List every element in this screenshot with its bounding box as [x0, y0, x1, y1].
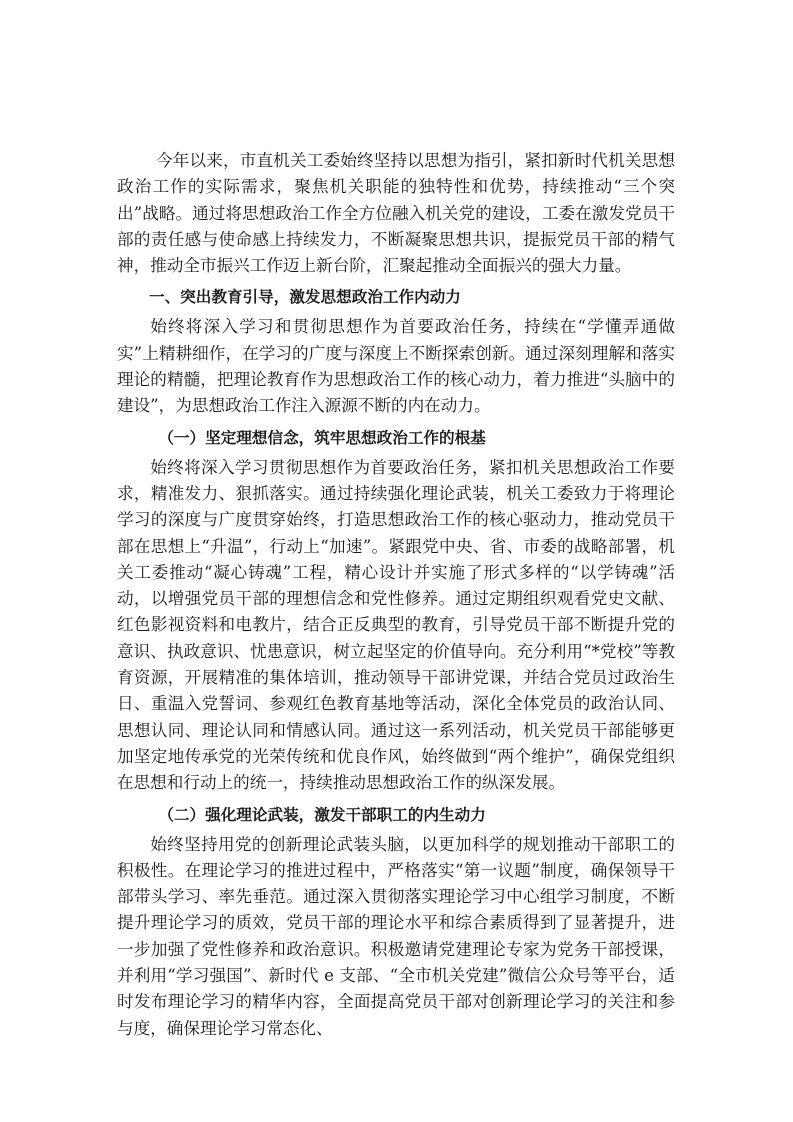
- intro-paragraph: 今年以来，市直机关工委始终坚持以思想为指引，紧扣新时代机关思想政治工作的实际需求，聚焦机关职能的独特性和优势，持续推动“三个突出”战略。通过将思想政治工作全方位融入机关党的建设，工委在激发党员干部的责任感与使命感上持续发力，不断凝聚思想共识，提振党员干部的精气神，推动全市振兴工作迈上新台阶，汇聚起推动全面振兴的强大力量。: [117, 151, 675, 276]
- document-page: [117, 148, 675, 1042]
- subsection-1-paragraph: 始终将深入学习贯彻思想作为首要政治任务，紧扣机关思想政治工作要求，精准发力、狠抓落实。通过持续强化理论武装，机关工委致力于将理论学习的深度与广度贯穿始终，打造思想政治工作的核心驱动力，推动党员干部在思想上“升温”，行动上“加速”。紧跟党中央、省、市委的战略部署，机关工委推动“凝心铸魂”工程，精心设计并实施了形式多样的“以学铸魂”活动，以增强党员干部的理想信念和党性修养。通过定期组织观看党史文献、红色影视资料和电教片，结合正反典型的教育，引导党员干部不断提升党的意识、执政意识、忧患意识，树立起坚定的价值导向。充分利用“*党校”等教育资源，开展精准的集体培训，推动领导干部讲党课，并结合党员过政治生日、重温入党誓词、参观红色教育基地等活动，深化全体党员的政治认同、思想认同、理论认同和情感认同。通过这一系列活动，机关党员干部能够更加坚定地传承党的光荣传统和优良作风，始终做到“两个维护”，确保党组织在思想和行动上的统一，持续推动思想政治工作的纵深发展。: [117, 457, 675, 793]
- subsection-heading-2: （二）强化理论武装，激发干部职工的内生动力: [158, 805, 486, 824]
- subsection-heading-1: （一）坚定理想信念，筑牢思想政治工作的根基: [158, 428, 486, 447]
- section-heading-1: 一、突出教育引导，激发思想政治工作内动力: [148, 288, 461, 307]
- section-1-paragraph: 始终将深入学习和贯彻思想作为首要政治任务，持续在“学懂弄通做实”上精耕细作，在学习的广度与深度上不断探索创新。通过深刻理解和落实理论的精髓，把理论教育作为思想政治工作的核心动力，着力推进“头脑中的建设”，为思想政治工作注入源源不断的内在动力。: [117, 317, 675, 416]
- subsection-2-paragraph: 始终坚持用党的创新理论武装头脑，以更加科学的规划推动干部职工的积极性。在理论学习的推进过程中，严格落实“第一议题”制度，确保领导干部带头学习、率先垂范。通过深入贯彻落实理论学习中心组学习制度，不断提升理论学习的质效，党员干部的理论水平和综合素质得到了显著提升，进一步加强了党性修养和政治意识。积极邀请党建理论专家为党务干部授课，并利用“学习强国”、新时代 e 支部、“全市机关党建”微信公众号等平台，适时发布理论学习的精华内容，全面提高党员干部对创新理论学习的关注和参与度，确保理论学习常态化、: [117, 834, 675, 1038]
